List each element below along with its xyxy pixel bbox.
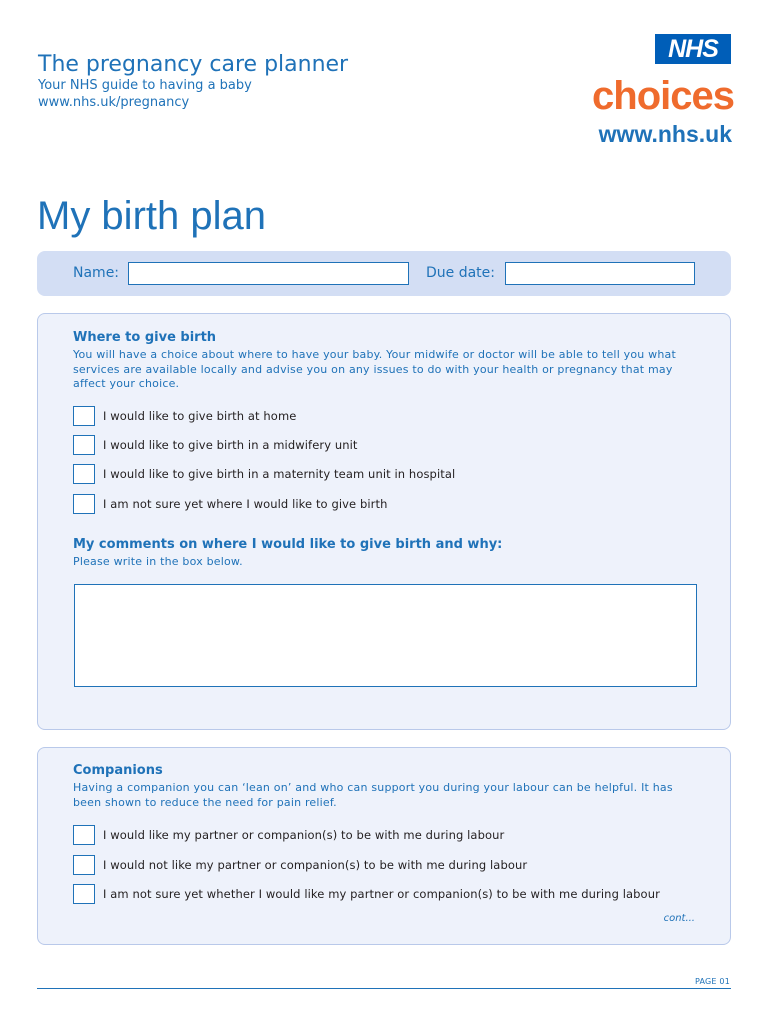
- due-date-label: Due date:: [426, 265, 496, 281]
- checkbox[interactable]: [73, 435, 95, 455]
- option-label: I would not like my partner or companion(s) to be with me during labour: [103, 858, 528, 872]
- nhs-url: www.nhs.uk: [598, 121, 732, 147]
- where-to-give-birth-panel: [37, 313, 731, 730]
- checkbox[interactable]: [73, 855, 95, 875]
- option-label: I would like to give birth in a maternity team unit in hospital: [103, 467, 456, 481]
- header-subtitle: Your NHS guide to having a baby: [38, 78, 252, 93]
- comments-heading: My comments on where I would like to give birth and why:: [73, 537, 503, 552]
- companions-panel: [37, 747, 731, 945]
- section-intro: You will have a choice about where to have your baby. Your midwife or doctor will be able to tell you what services are available locally and advise you on any issues to do with your health or pregnancy that may affect your choice.: [73, 348, 676, 390]
- name-bar: [37, 251, 731, 296]
- footer-divider: [37, 988, 731, 989]
- choices-logo: choices: [592, 74, 734, 118]
- checkbox[interactable]: [73, 494, 95, 514]
- option-label: I am not sure yet where I would like to give birth: [103, 497, 388, 511]
- option-label: I am not sure yet whether I would like my partner or companion(s) to be with me during labour: [103, 887, 660, 901]
- option-label: I would like to give birth in a midwifery unit: [103, 438, 358, 452]
- section-intro: Having a companion you can ‘lean on’ and who can support you during your labour can be helpful. It has been shown to reduce the need for pain relief.: [73, 781, 673, 809]
- name-label: Name:: [73, 265, 120, 281]
- checkbox[interactable]: [73, 884, 95, 904]
- due-date-field[interactable]: [505, 262, 695, 285]
- checkbox[interactable]: [73, 825, 95, 845]
- checkbox[interactable]: [73, 406, 95, 426]
- page-title: My birth plan: [37, 194, 266, 238]
- comments-hint: Please write in the box below.: [73, 555, 243, 568]
- nhs-logo: NHS: [655, 34, 731, 64]
- header-title: The pregnancy care planner: [38, 52, 349, 77]
- option-label: I would like to give birth at home: [103, 409, 297, 423]
- section-heading: Companions: [73, 763, 163, 778]
- name-field[interactable]: [128, 262, 409, 285]
- comments-box[interactable]: [74, 584, 697, 687]
- page-number: PAGE 01: [694, 977, 730, 986]
- checkbox[interactable]: [73, 464, 95, 484]
- header-url: www.nhs.uk/pregnancy: [38, 95, 190, 110]
- option-label: I would like my partner or companion(s) to be with me during labour: [103, 828, 505, 842]
- section-heading: Where to give birth: [73, 330, 217, 345]
- continued-note: cont...: [663, 913, 695, 924]
